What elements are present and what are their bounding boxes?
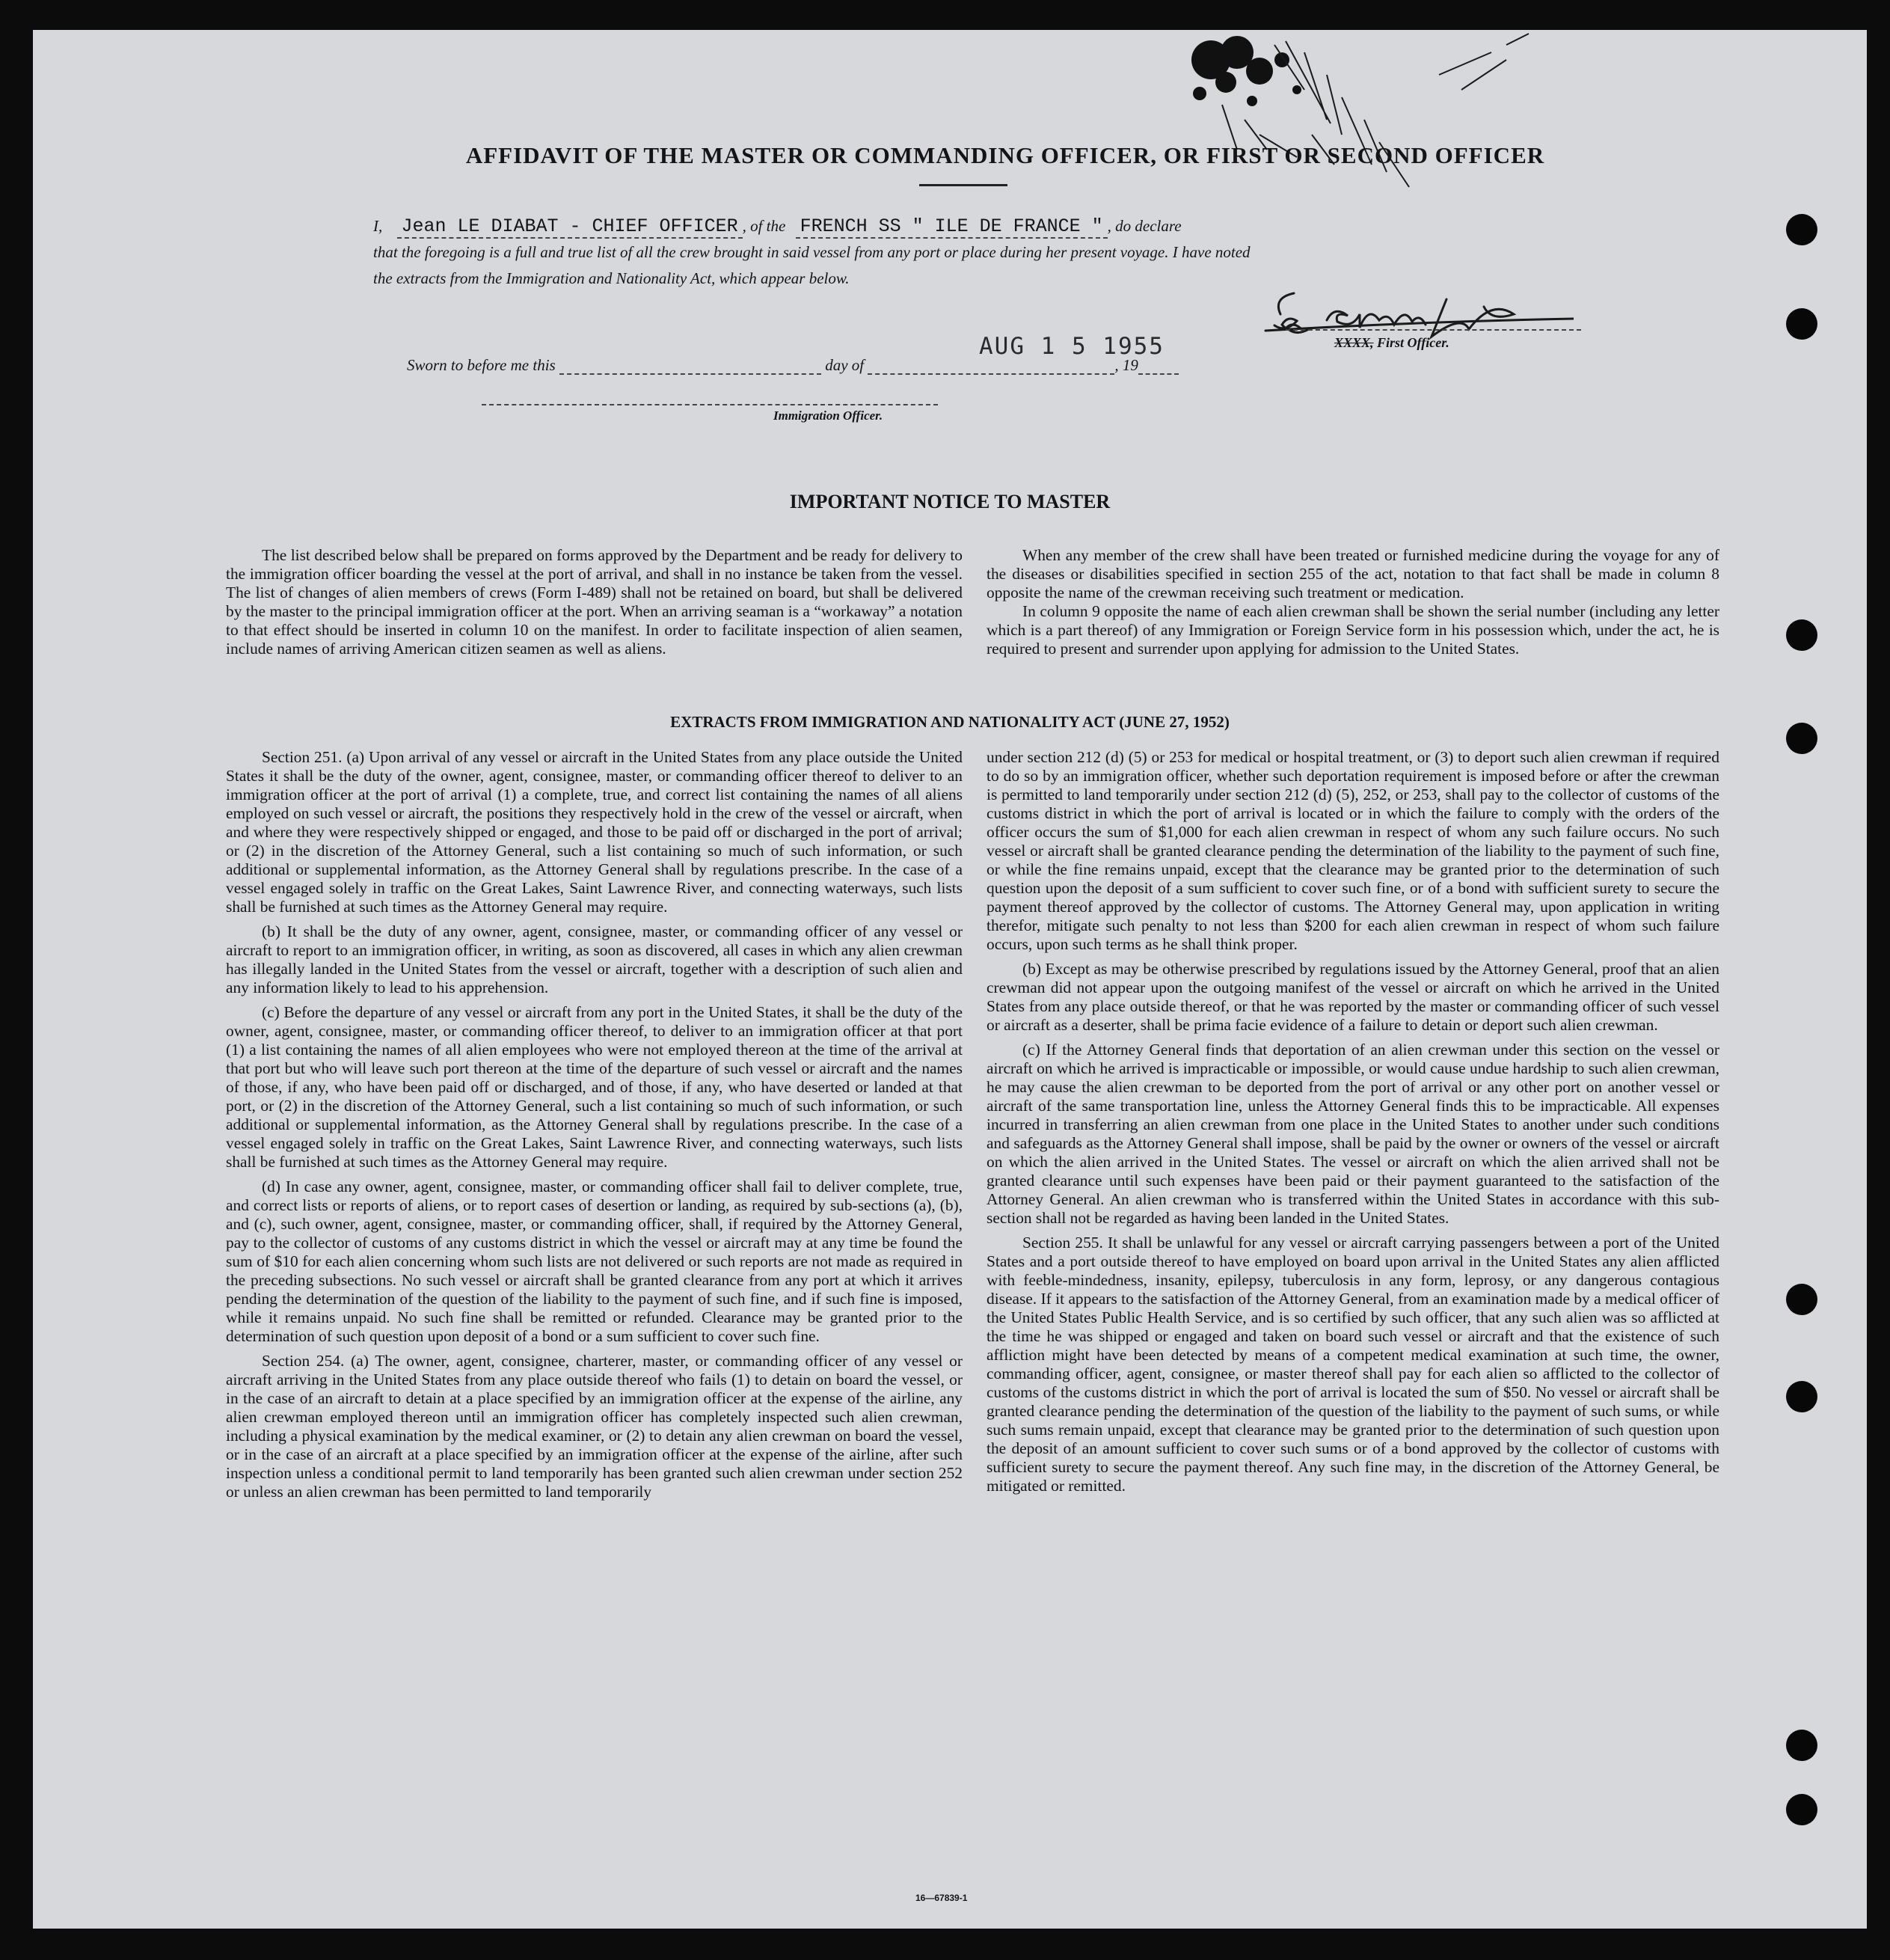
- extracts-heading: EXTRACTS FROM IMMIGRATION AND NATIONALITY ACT (JUNE 27, 1952): [670, 713, 1230, 731]
- sworn-label: Sworn to before me this: [407, 356, 556, 374]
- extract-paragraph: (b) Except as may be otherwise prescribed by regulations issued by the Attorney General, proof that an alien crewman did not appear upon the outgoing manifest of the vessel or aircraft on which he arrived in the United States from any place outside thereof, or that he was reported by the master or commanding officer of such vessel or aircraft as a deserter, shall be prima facie evidence of a failure to detain or deport such alien crewman.: [987, 960, 1719, 1034]
- declaration-line-3: the extracts from the Immigration and Nationality Act, which appear below.: [373, 269, 850, 287]
- sworn-day-blank: [559, 357, 821, 375]
- punch-hole: [1786, 1794, 1817, 1825]
- officer-caption-text: First Officer.: [1377, 335, 1449, 350]
- vessel-name-field: FRENCH SS " ILE DE FRANCE ": [796, 215, 1108, 239]
- punch-hole: [1786, 619, 1817, 651]
- extract-paragraph: (d) In case any owner, agent, consignee, master, or commanding officer shall fail to deliver complete, true, and correct lists or reports of aliens, or to report cases of desertion or landing, as required by sub-sections (a), (b), and (c), such owner, agent, consignee, master, or commanding officer, shall, if required by the Attorney General, pay to the collector of customs of any customs district in which the vessel or aircraft may at any time be found the sum of $10 for each alien concerning whom such lists are not delivered or such reports are not made as required in the preceding subsections. No such vessel or aircraft shall be granted clearance from any port at which it arrives pending the determination of the question of the liability to the payment of such fine, and if such fine is imposed, while it remains unpaid. No such fine shall be remitted or refunded. Clearance may be granted prior to the determination of such question upon deposit of a bond or a sum sufficient to cover such fine.: [226, 1177, 963, 1345]
- declaration-line-1: [373, 215, 1585, 237]
- notice-paragraph: The list described below shall be prepared on forms approved by the Department and be ready for delivery to the immigration officer boarding the vessel at the port of arrival, and shall in no instance be taken from the vessel. The list of changes of alien members of crews (Form I-489) shall not be retained on board, but shall be delivered by the master to the principal immigration officer at the port. When an arriving seaman is a “workaway” a notation to that effect should be inserted in column 10 on the manifest. In order to facilitate inspection of alien seamen, include names of arriving American citizen seamen as well as aliens.: [226, 546, 963, 658]
- extract-paragraph: Section 251. (a) Upon arrival of any vessel or aircraft in the United States from any place outside the United States it shall be the duty of the owner, agent, consignee, master, or commanding officer thereof to deliver to an immigration officer at the port of arrival (1) a complete, true, and correct list containing the names of all aliens employed on such vessel or aircraft, the positions they respectively hold in the crew of the vessel or aircraft, when and where they were respectively shipped or engaged, and those to be paid off or discharged in the port of arrival; or (2) in the discretion of the Attorney General, such a list containing so much of such information, or such additional or supplemental information, as the Attorney General shall by regulations prescribe. In the case of a vessel engaged solely in traffic on the Great Lakes, Saint Lawrence River, and connecting waterways, such lists shall be furnished at such times as the Attorney General may require.: [226, 748, 963, 916]
- immigration-officer-caption: Immigration Officer.: [773, 408, 883, 423]
- do-declare-label: , do declare: [1107, 217, 1182, 235]
- document-page: [33, 30, 1867, 1929]
- title-underline: [919, 184, 1007, 186]
- notice-paragraph: In column 9 opposite the name of each alien crewman shall be shown the serial number (including any letter which is a part thereof) of any Immigration or Foreign Service form in his possession which, under the act, he is required to present and surrender upon applying for admission to the United States.: [987, 602, 1719, 658]
- form-code: 16—67839-1: [915, 1893, 968, 1903]
- notice-right-column: [987, 546, 1719, 664]
- officer-signature: [1260, 284, 1574, 367]
- extract-paragraph: (c) If the Attorney General finds that deportation of an alien crewman under this section on the vessel or aircraft on which he arrived is impracticable or impossible, or would cause undue hardship to such alien crewman, he may cause the alien crewman to be deported from the port of arrival or any other port on another vessel or aircraft of the same transportation line, unless the Attorney General finds this to be impracticable. All expenses incurred in transferring an alien crewman from one place in the United States to another under such conditions and safeguards as the Attorney General shall impose, shall be paid by the owner or owners of the vessel or aircraft on which the alien arrived in the United States. The vessel or aircraft on which the alien arrived shall not be granted clearance until such expenses have been paid or their payment guaranteed to the satisfaction of the Attorney General. An alien crewman who is transferred within the United States in accordance with this sub-section shall not be regarded as having been landed in the United States.: [987, 1041, 1719, 1227]
- struck-text: XXXX,: [1334, 335, 1374, 350]
- punch-hole: [1786, 1381, 1817, 1412]
- extracts-right-column: [987, 748, 1719, 1501]
- signature-line: [1286, 329, 1581, 331]
- extract-paragraph: (b) It shall be the duty of any owner, agent, consignee, master, or commanding officer of any vessel or aircraft to report to an immigration officer, in writing, as soon as discovered, all cases in which any alien crewman has illegally landed in the United States from the vessel or aircraft, together with a description of such alien and any information likely to lead to his apprehension.: [226, 922, 963, 996]
- immigration-officer-line: [482, 404, 938, 405]
- punch-hole: [1786, 1284, 1817, 1315]
- declaration-line-2: that the foregoing is a full and true list of all the crew brought in said vessel from any port or place during her present voyage. I have noted: [373, 243, 1251, 261]
- of-the-label: , of the: [742, 217, 786, 235]
- extract-paragraph: Section 255. It shall be unlawful for any vessel or aircraft carrying passengers between a port of the United States and a port outside thereof to have employed on board upon arrival in the United States any alien afflicted with feeble-mindedness, insanity, epilepsy, tuberculosis in any form, leprosy, or any dangerous contagious disease. If it appears to the satisfaction of the Attorney General, from an examination made by a medical officer of the United States Public Health Service, and is so certified by such officer, that any such alien was so afflicted at the time he was shipped or engaged and taken on board such vessel or aircraft and that the existence of such affliction might have been detected by means of a competent medical examination at such time, the owner, commanding officer, agent, consignee, or master thereof shall pay for each alien so afflicted to the collector of customs of the customs district in which the port of arrival is located the sum of $50. No vessel or aircraft shall be granted clearance pending the determination of the question of the liability to the payment of such sums, or while such sums remain unpaid, except that clearance may be granted prior to the determination of such question upon the deposit of an amount sufficient to cover such sums or of a bond approved by the collector of customs with sufficient surety to secure the payment thereof. Any such fine may, in the discretion of the Attorney General, be mitigated or remitted.: [987, 1234, 1719, 1495]
- officer-name-field: Jean LE DIABAT - CHIEF OFFICER: [397, 215, 743, 239]
- sworn-line: [407, 356, 1304, 375]
- extracts-left-column: [226, 748, 963, 1507]
- extract-paragraph: Section 254. (a) The owner, agent, consignee, charterer, master, or commanding officer of any vessel or aircraft arriving in the United States from any place outside thereof who fails (1) to detain on board the vessel, or in the case of an aircraft to detain at a place specified by an immigration officer at the expense of the airline, any alien crewman employed thereon until an immigration officer has completely inspected such alien crewman, including a physical examination by the medical examiner, or (2) to detain any alien crewman on board the vessel, or in the case of an aircraft at a place specified by an immigration officer at the expense of the airline, after such inspection unless a conditional permit to land temporarily has been granted such alien crewman under section 252 or unless an alien crewman has been permitted to land temporarily: [226, 1352, 963, 1501]
- i-label: I,: [373, 217, 383, 235]
- notice-paragraph: When any member of the crew shall have been treated or furnished medicine during the voyage for any of the diseases or disabilities specified in section 255 of the act, notation to that fact shall be made in column 8 opposite the name of the crewman receiving such treatment or medication.: [987, 546, 1719, 601]
- year-label: , 19: [1114, 356, 1138, 374]
- extract-paragraph: under section 212 (d) (5) or 253 for medical or hospital treatment, or (3) to deport such alien crewman if required to do so by an immigration officer, whether such deportation requirement is imposed before or after the crewman is permitted to land temporarily under section 212 (d) (5), 252, or 253, shall pay to the collector of customs of the customs district in which the port of arrival is located or in which the failure to comply with the orders of the officer occurs the sum of $1,000 for each alien crewman in respect of whom any such failure occurs. No such vessel or aircraft shall be granted clearance pending the determination of the liability to the payment of such fine, or while the fine remains unpaid, except that the clearance may be granted prior to the determination of such question upon the deposit of a sum sufficient to cover such fine, or of a bond with sufficient surety to secure the payment thereof approved by the collector of customs. The Attorney General may, upon application in writing therefor, mitigate such penalty to not less than $200 for each alien crewman in respect of whom such failure occurs, upon such terms as he shall think proper.: [987, 748, 1719, 953]
- notice-left-column: [226, 546, 963, 664]
- day-of-label: day of: [825, 356, 865, 374]
- affidavit-title: AFFIDAVIT OF THE MASTER OR COMMANDING OFFICER, OR FIRST OR SECOND OFFICER: [465, 142, 1545, 168]
- extract-paragraph: (c) Before the departure of any vessel or aircraft from any port in the United States, it shall be the duty of the owner, agent, consignee, master, or commanding officer thereof, to deliver to an immigration officer at that port (1) a list containing the names of all alien employees who were not employed thereon at the time of the arrival at that port but who will leave such port thereon at the time of the departure of such vessel or aircraft and the names of those, if any, who have been paid off or discharged, and of those, if any, who have deserted or landed at that port, or (2) in the discretion of the Attorney General, such a list containing so much of such information, or such additional or supplemental information, as the Attorney General shall by regulations prescribe. In the case of a vessel engaged solely in traffic on the Great Lakes, Saint Lawrence River, and connecting waterways, such lists shall be furnished at such times as the Attorney General may require.: [226, 1003, 963, 1171]
- punch-hole: [1786, 1730, 1817, 1761]
- date-stamp: AUG 1 5 1955: [979, 333, 1165, 360]
- punch-hole: [1786, 308, 1817, 340]
- first-officer-caption: [1334, 335, 1449, 351]
- notice-heading: IMPORTANT NOTICE TO MASTER: [789, 491, 1111, 512]
- punch-hole: [1786, 214, 1817, 245]
- ink-smudge: [1155, 30, 1544, 232]
